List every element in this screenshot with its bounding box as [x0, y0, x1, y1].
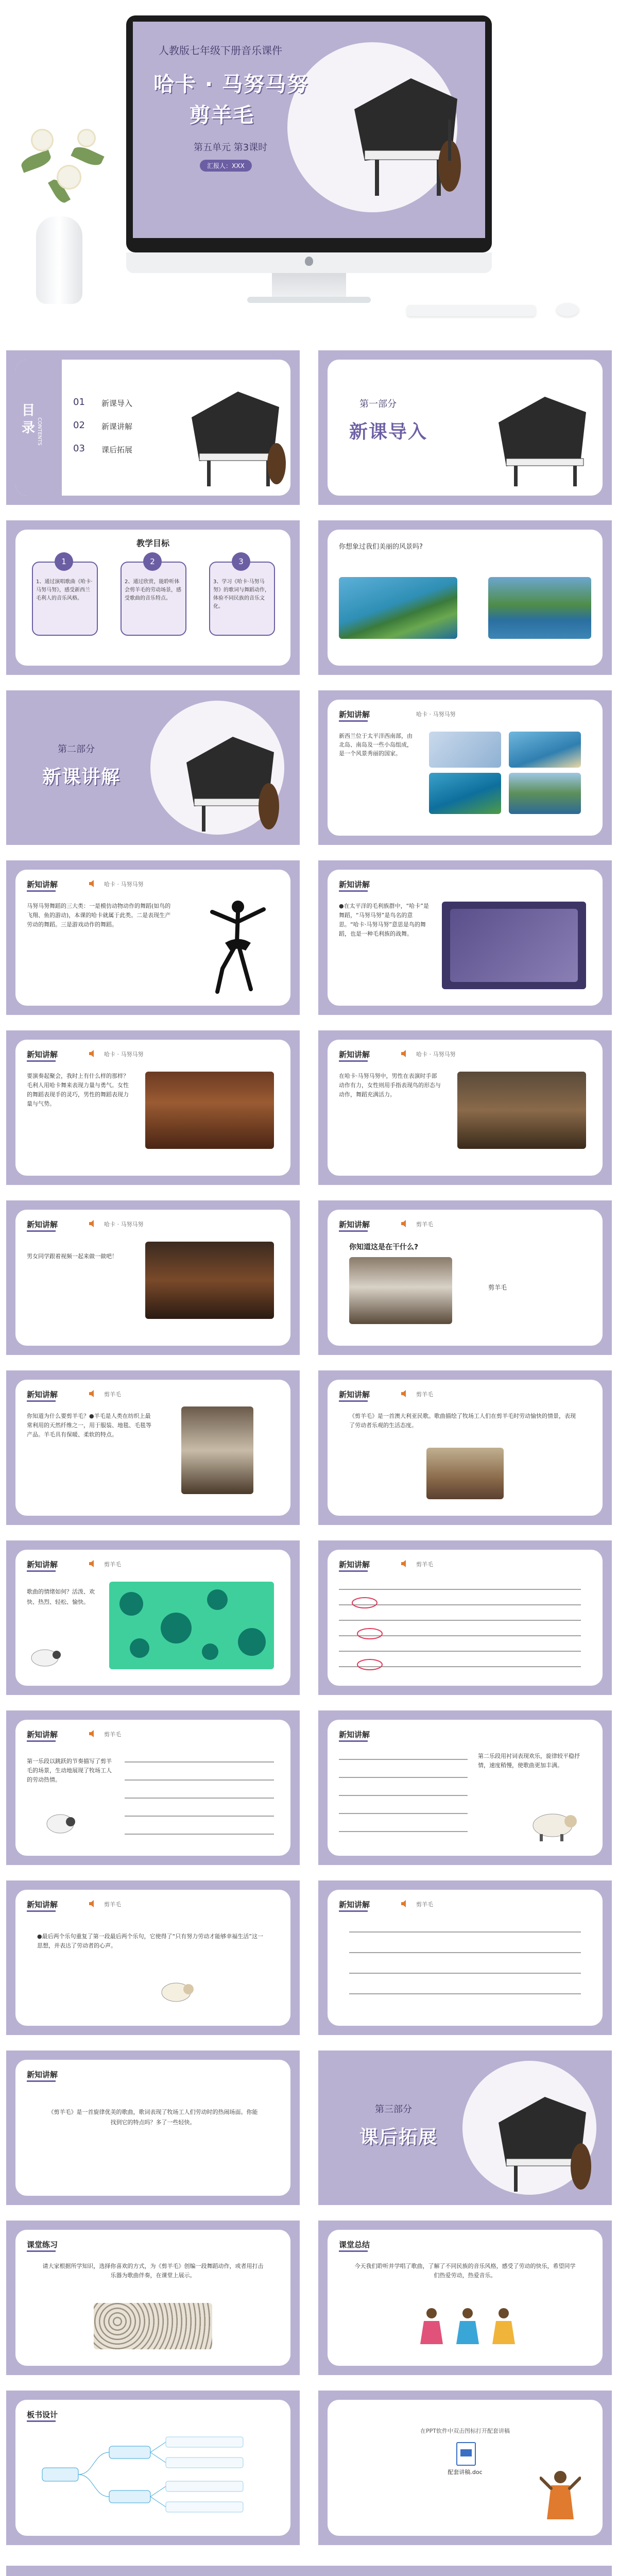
contents-num-2: 02 — [73, 420, 85, 431]
scenery-question: 你想象过我们美丽的风景吗? — [339, 543, 423, 551]
slide-knowledge-6 — [6, 1200, 300, 1355]
shearing-photo — [349, 1257, 452, 1324]
slide-knowledge-10 — [6, 1540, 300, 1695]
slide-body: ●最后两个乐句重复了第一段最后两个乐句，它使得了“只有努力劳动才能够幸福生活”这一思想，并表达了劳动者的心声。 — [37, 1933, 263, 1949]
slide-knowledge-5 — [318, 1030, 612, 1185]
slide-subtitle: 哈卡 · 马努马努 — [104, 881, 144, 888]
slide-knowledge-3 — [318, 860, 612, 1015]
slide-knowledge-11 — [318, 1540, 612, 1695]
goals-title: 教学目标 — [136, 538, 169, 548]
slide-header: 新知讲解 — [339, 1220, 370, 1229]
keyboard-decoration — [407, 305, 536, 316]
slide-header: 新知讲解 — [27, 1560, 58, 1569]
contents-num-3: 03 — [73, 443, 85, 454]
goal-text-1: 1、通过演唱歌曲《哈卡·马努马努》，感受新西兰毛利人的音乐风格。 — [36, 579, 93, 601]
header-bar — [27, 1230, 56, 1232]
dot-decoration — [119, 1592, 143, 1616]
header-bar — [339, 1910, 368, 1912]
slide-part3 — [318, 2050, 612, 2205]
goal-icon-3: 3 — [232, 552, 250, 571]
dot-decoration — [130, 1638, 149, 1658]
piano-illustration — [176, 366, 289, 489]
video-screen — [450, 909, 578, 982]
beach-photo — [509, 732, 581, 768]
header-bar — [27, 1910, 56, 1912]
contents-word: 目录 — [22, 403, 36, 436]
video-thumbnail[interactable] — [145, 1242, 274, 1319]
slide-knowledge-4 — [6, 1030, 300, 1185]
slide-body: 《剪羊毛》是一首旋律优美的歌曲，歌词表现了牧场工人们劳动时的热闹场面。你能找到它的特点吗？多了一些轻快。 — [48, 2109, 258, 2126]
slide-header: 新知讲解 — [27, 1050, 58, 1059]
slide-goals — [6, 520, 300, 675]
haka-photo — [457, 1072, 586, 1149]
piano-illustration — [334, 47, 468, 202]
header-bar — [27, 1740, 56, 1742]
header-bar — [339, 1740, 368, 1742]
dancer-illustration — [540, 2468, 581, 2524]
music-score — [125, 1752, 274, 1839]
slide-body: 请大家根据所学知识，选择你喜欢的方式，为《剪羊毛》创编一段舞蹈动作，或者用打击乐器为歌曲伴奏，在课堂上展示。 — [42, 2263, 264, 2279]
slide-body: 新西兰位于太平洋西南部，由北岛、南岛及一些小岛组成，是一个风景秀丽的国家。 — [339, 733, 413, 757]
music-score — [339, 1579, 581, 1672]
monitor-stand — [272, 273, 346, 298]
slide-knowledge-15 — [318, 1880, 612, 2035]
slide-header: 新知讲解 — [27, 1900, 58, 1909]
dancer-silhouette — [202, 891, 274, 994]
slide-header: 课堂练习 — [27, 2240, 58, 2249]
sheep-illustration — [156, 1976, 197, 2007]
slide-knowledge-12 — [6, 1710, 300, 1865]
slide-body: 男女同学跟着视频一起来做一做吧！ — [27, 1253, 117, 1260]
header-bar — [27, 1060, 56, 1062]
slide-body: 《剪羊毛》是一首澳大利亚民歌。歌曲描绘了牧场工人们在剪羊毛时劳动愉快的情景，表现了劳动者乐观的生活态度。 — [349, 1413, 576, 1429]
slide-subtitle: 剪羊毛 — [416, 1561, 433, 1568]
dot-decoration — [161, 1613, 192, 1643]
haka-photo — [145, 1072, 274, 1149]
speaker-icon[interactable] — [401, 1050, 409, 1057]
slide-knowledge-16 — [6, 2050, 300, 2205]
contents-item-2[interactable]: 新课讲解 — [101, 422, 133, 431]
slide-file — [318, 2391, 612, 2545]
vase-decoration — [36, 216, 82, 304]
header-bar — [339, 2250, 368, 2252]
speaker-icon[interactable] — [89, 880, 97, 887]
slide-subtitle: 剪羊毛 — [416, 1391, 433, 1398]
monitor-screen — [133, 22, 485, 238]
piano-illustration — [171, 711, 284, 835]
piano-illustration — [483, 2071, 596, 2195]
slide-subtitle: 哈卡 · 马努马努 — [104, 1051, 144, 1058]
contents-num-1: 01 — [73, 397, 85, 408]
part-label: 第三部分 — [375, 2104, 412, 2115]
knowledge-card — [15, 1890, 290, 2026]
header-bar — [27, 890, 56, 892]
slide-practice — [6, 2221, 300, 2375]
file-name[interactable]: 配套讲稿.doc — [448, 2469, 483, 2476]
slide-part1 — [318, 350, 612, 505]
contents-item-1[interactable]: 新课导入 — [101, 399, 133, 408]
doc-icon-badge — [460, 2449, 472, 2456]
slide-body: 马努马努舞蹈的三大类：一是模仿动物动作的舞蹈(如鸟的飞翔、鱼的游动)，本课的哈卡就属于此类。二是表现生产劳动的舞蹈。三是游戏动作的舞蹈。 — [27, 903, 171, 928]
dot-decoration — [202, 1643, 218, 1660]
island-photo — [339, 577, 457, 639]
leaf-decoration — [19, 150, 53, 173]
slide-header: 新知讲解 — [339, 710, 370, 719]
wool-photo — [181, 1406, 253, 1494]
goal-icon-1: 1 — [55, 552, 73, 571]
hero-title-line2: 剪羊毛 — [190, 104, 254, 127]
slide-caption: 剪羊毛 — [488, 1284, 507, 1291]
goal-text-3: 3、学习《哈卡·马努马努》的歌词与舞蹈动作，体验不同民族的音乐文化。 — [213, 579, 270, 609]
farm-photo — [426, 1448, 504, 1499]
slide-body: 你知道为什么要剪羊毛？●羊毛是人类在纺织上最常利用的天然纤维之一，用于服装、地毯、毛毯等产品。羊毛具有保暖、柔软的特点。 — [27, 1413, 151, 1438]
slide-body: ●在太平洋的毛利族群中，“哈卡”是舞蹈，“马努马努”是鸟名的意思。“哈卡·马努马努”意思是鸟的舞蹈，也是一种毛利族的战舞。 — [339, 903, 429, 937]
mind-map — [37, 2432, 264, 2519]
slide-header: 板书设计 — [27, 2410, 58, 2419]
file-note: 在PPT软件中双击图标打开配套讲稿 — [420, 2428, 510, 2434]
slide-knowledge-1 — [318, 690, 612, 845]
slide-body: 要演奏起聚会，我时上有什么样的那样？毛利人用哈卡舞来表现力量与勇气。女性的舞蹈表现手的灵巧，男性的舞蹈表现力量与气势。 — [27, 1073, 129, 1107]
part-label: 第二部分 — [58, 744, 95, 755]
header-bar — [339, 1570, 368, 1572]
unit-label: 第五单元 第3课时 — [194, 142, 268, 153]
slide-header: 新知讲解 — [339, 1730, 370, 1739]
slide-part2 — [6, 690, 300, 845]
slide-body: 第二乐段用衬词表现欢乐，旋律较平稳抒情，速度稍慢，使歌曲更加丰满。 — [478, 1753, 580, 1769]
header-bar — [339, 1230, 368, 1232]
dot-decoration — [207, 1589, 228, 1610]
closing-slide — [6, 2566, 612, 2576]
speaker-icon[interactable] — [401, 1390, 409, 1397]
slide-subtitle: 剪羊毛 — [104, 1731, 121, 1738]
polka-dot-panel — [109, 1582, 274, 1669]
sheep-illustration — [27, 1643, 63, 1669]
speaker-icon[interactable] — [89, 1900, 97, 1907]
slide-question: 你知道这是在干什么? — [349, 1243, 419, 1251]
part-title: 课后拓展 — [359, 2127, 438, 2148]
slide-body: 今天我们聆听并学唱了歌曲，了解了不同民族的音乐风格，感受了劳动的快乐，希望同学们热爱劳动，热爱音乐。 — [354, 2263, 576, 2279]
music-score — [349, 1922, 581, 2009]
flower-decoration — [57, 165, 81, 190]
speaker-icon[interactable] — [401, 1900, 409, 1907]
speaker-icon[interactable] — [89, 1390, 97, 1397]
dancers-illustration — [416, 2303, 519, 2349]
slide-subtitle: 哈卡 · 马努马努 — [416, 1051, 456, 1058]
header-bar — [339, 890, 368, 892]
apple-logo-icon — [305, 257, 313, 266]
hero-title-line1: 哈卡 · 马努马努 — [153, 73, 309, 96]
contents-en: CONTENTS — [37, 417, 42, 446]
header-bar — [27, 2250, 56, 2252]
slide-header: 新知讲解 — [339, 880, 370, 889]
slide-subtitle: 剪羊毛 — [104, 1561, 121, 1568]
header-bar — [339, 1060, 368, 1062]
speaker-icon[interactable] — [89, 1050, 97, 1057]
slide-subtitle: 剪羊毛 — [416, 1221, 433, 1228]
slide-knowledge-14 — [6, 1880, 300, 2035]
sheep-flock-photo — [94, 2303, 212, 2349]
slide-subtitle: 剪羊毛 — [104, 1901, 121, 1908]
header-bar — [27, 2080, 56, 2082]
hero-section — [0, 0, 618, 330]
slide-header: 新知讲解 — [339, 1900, 370, 1909]
slide-header: 新知讲解 — [339, 1390, 370, 1399]
header-bar — [27, 2420, 56, 2422]
slide-knowledge-9 — [318, 1370, 612, 1525]
header-bar — [27, 1400, 56, 1402]
slide-header: 新知讲解 — [339, 1560, 370, 1569]
part-title: 新课导入 — [349, 421, 428, 443]
lake-photo — [509, 773, 581, 814]
doc-icon[interactable] — [456, 2442, 476, 2466]
island-photo — [429, 773, 501, 814]
goal-icon-2: 2 — [143, 552, 162, 571]
slide-header: 新知讲解 — [27, 880, 58, 889]
goal-text-2: 2、通过欣赏，能聆听体会剪羊毛的劳动场景，感受歌曲的音乐特点。 — [125, 579, 181, 601]
coast-photo — [488, 577, 591, 639]
speaker-icon[interactable] — [89, 1220, 97, 1227]
flower-decoration — [77, 129, 96, 147]
piano-illustration — [483, 371, 596, 489]
slide-body: 在哈卡·马努马努中，男性在表演时手部动作有力，女性则用手指表现鸟的形态与动作，舞蹈充满活力。 — [339, 1073, 441, 1098]
music-score — [339, 1749, 468, 1842]
slide-subtitle: 剪羊毛 — [416, 1901, 433, 1908]
slide-summary — [318, 2221, 612, 2375]
slide-board — [6, 2391, 300, 2545]
slide-header: 新知讲解 — [339, 1050, 370, 1059]
contents-item-3[interactable]: 课后拓展 — [101, 445, 133, 454]
slide-header: 新知讲解 — [27, 2070, 58, 2079]
reporter-badge: 汇报人：XXX — [200, 160, 252, 172]
speaker-icon[interactable] — [89, 1560, 97, 1567]
part-label: 第一部分 — [359, 399, 397, 410]
header-bar — [339, 1400, 368, 1402]
monitor-base — [247, 297, 371, 303]
map-photo — [429, 732, 501, 768]
slide-knowledge-2 — [6, 860, 300, 1015]
speaker-icon[interactable] — [401, 1560, 409, 1567]
slide-header: 新知讲解 — [27, 1730, 58, 1739]
slide-knowledge-7 — [318, 1200, 612, 1355]
mouse-decoration — [556, 303, 579, 316]
slide-header: 新知讲解 — [27, 1390, 58, 1399]
slide-body: 歌曲的情绪如何？活泼、欢快、热烈、轻松、愉快。 — [27, 1588, 95, 1605]
slide-subtitle: 剪羊毛 — [104, 1391, 121, 1398]
slide-subtitle: 哈卡 · 马努马努 — [416, 711, 456, 718]
part-title: 新课讲解 — [42, 767, 121, 788]
header-bar — [339, 720, 368, 722]
sheep-illustration — [42, 1808, 78, 1839]
slide-header: 新知讲解 — [27, 1220, 58, 1229]
slide-body: 第一乐段以跳跃的节奏描写了剪羊毛的场景，生动地展现了牧场工人的劳动热情。 — [27, 1758, 112, 1783]
speaker-icon[interactable] — [401, 1220, 409, 1227]
sheep-illustration — [524, 1806, 581, 1842]
slide-subtitle: 哈卡 · 马努马努 — [104, 1221, 144, 1228]
dot-decoration — [238, 1628, 266, 1656]
knowledge-card — [328, 700, 603, 836]
course-label: 人教版七年级下册音乐课件 — [159, 44, 282, 57]
slide-scenery — [318, 520, 612, 675]
knowledge-card — [15, 2060, 290, 2196]
slide-header: 课堂总结 — [339, 2240, 370, 2249]
slide-contents — [6, 350, 300, 505]
flower-decoration — [31, 129, 54, 151]
slide-knowledge-8 — [6, 1370, 300, 1525]
slide-knowledge-13 — [318, 1710, 612, 1865]
speaker-icon[interactable] — [89, 1730, 97, 1737]
header-bar — [27, 1570, 56, 1572]
